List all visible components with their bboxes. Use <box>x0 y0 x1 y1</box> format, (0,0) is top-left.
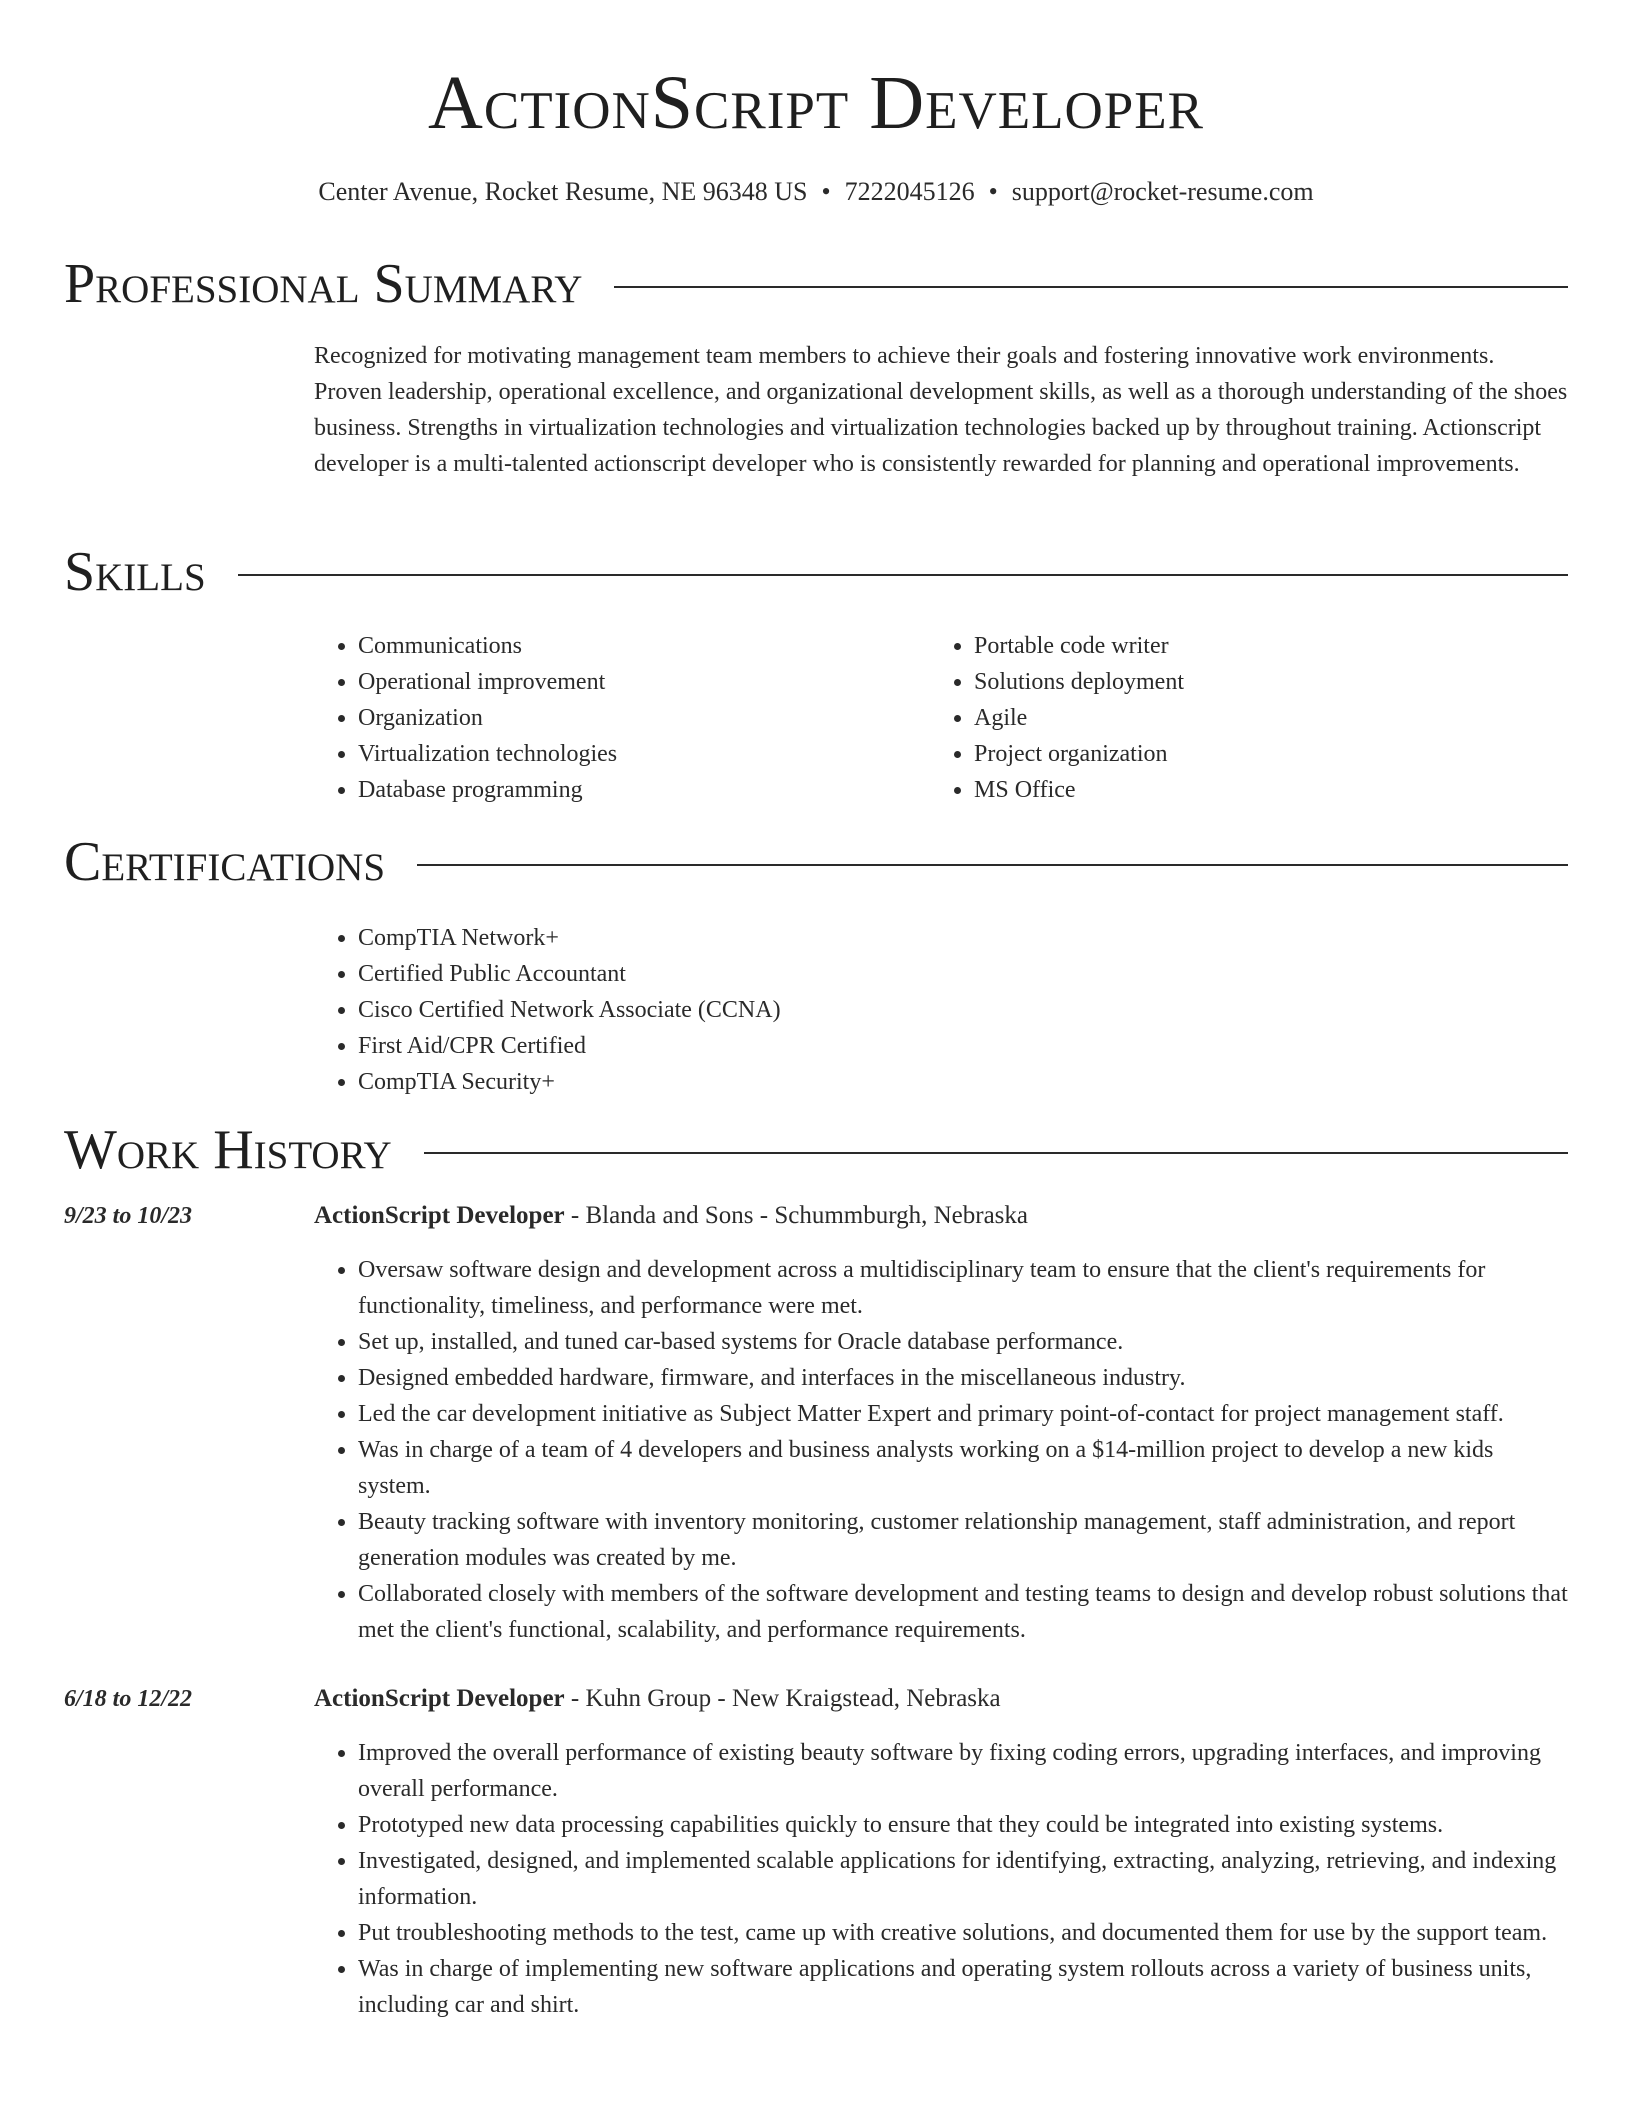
list-item: • Virtualization technologies <box>358 736 918 772</box>
list-item: • Project organization <box>974 736 1534 772</box>
contact-line <box>0 174 1632 210</box>
list-item: • Led the car development initiative as Subject Matter Expert and primary point-of-contact for project management staff. <box>358 1396 1568 1432</box>
job-details: - Blanda and Sons - Schummburgh, Nebraska <box>564 1202 1028 1229</box>
job-title-line <box>314 1198 1568 1234</box>
list-item: • Certified Public Accountant <box>358 956 1358 992</box>
list-item: • CompTIA Security+ <box>358 1064 1358 1100</box>
job-dates: 9/23 to 10/23 <box>64 1203 193 1229</box>
list-item: • Solutions deployment <box>974 664 1534 700</box>
list-item: • Organization <box>358 700 918 736</box>
contact-separator: • <box>988 177 998 206</box>
section-title-work-history: Work History <box>64 1119 392 1181</box>
list-item: • Agile <box>974 700 1534 736</box>
section-divider <box>417 864 1568 866</box>
job-dates: 6/18 to 12/22 <box>64 1686 193 1712</box>
list-item: • Set up, installed, and tuned car-based systems for Oracle database performance. <box>358 1324 1568 1360</box>
summary-text: Recognized for motivating management team members to achieve their goals and fostering innovative work environments. Proven leadership, operational excellence, and organizational development skills, as well as a thorough understanding of the shoes business. Strengths in virtualization technologies and virtualization technologies backed up by throughout training. Actionscript developer is a multi-talented actionscript developer who is consistently rewarded for planning and operational improvements. <box>314 343 1568 477</box>
section-header-work-history <box>64 1118 1568 1182</box>
skills-list-right <box>930 628 1534 808</box>
list-item: • Portable code writer <box>974 628 1534 664</box>
certifications-list <box>314 920 1358 1100</box>
section-header-certifications <box>64 830 1568 894</box>
job-bullets <box>314 1735 1568 2023</box>
skills-list-left <box>314 628 918 808</box>
list-item: • MS Office <box>974 772 1534 808</box>
list-item: • Database programming <box>358 772 918 808</box>
job-title: ActionScript Developer <box>314 1202 565 1229</box>
section-title-certifications: Certifications <box>64 831 386 893</box>
list-item: • Put troubleshooting methods to the test, came up with creative solutions, and documented them for use by the support team. <box>358 1915 1568 1951</box>
section-header-skills <box>64 540 1568 604</box>
contact-phone: 7222045126 <box>844 177 975 206</box>
resume-name: ActionScript Developer <box>427 61 1205 145</box>
list-item: • Cisco Certified Network Associate (CCNA) <box>358 992 1358 1028</box>
list-item: • Collaborated closely with members of the software development and testing teams to design and develop robust solutions that met the client's functional, scalability, and performance requirements. <box>358 1576 1568 1648</box>
contact-separator: • <box>821 177 831 206</box>
section-divider <box>614 286 1568 288</box>
job-bullets <box>314 1252 1568 1648</box>
section-header-summary <box>64 252 1568 316</box>
section-title-skills: Skills <box>64 541 206 603</box>
contact-email: support@rocket-resume.com <box>1011 177 1314 206</box>
job-details: - Kuhn Group - New Kraigstead, Nebraska <box>564 1685 1001 1712</box>
contact-address: Center Avenue, Rocket Resume, NE 96348 US <box>318 177 808 206</box>
list-item: • Beauty tracking software with inventory monitoring, customer relationship management, staff administration, and report generation modules was created by me. <box>358 1504 1568 1576</box>
section-title-summary: Professional Summary <box>64 253 583 315</box>
list-item: • Investigated, designed, and implemented scalable applications for identifying, extracting, analyzing, retrieving, and indexing information. <box>358 1843 1568 1915</box>
list-item: • Was in charge of implementing new software applications and operating system rollouts across a variety of business units, including car and shirt. <box>358 1951 1568 2023</box>
list-item: • Operational improvement <box>358 664 918 700</box>
list-item: • Prototyped new data processing capabilities quickly to ensure that they could be integrated into existing systems. <box>358 1807 1568 1843</box>
list-item: • CompTIA Network+ <box>358 920 1358 956</box>
list-item: • First Aid/CPR Certified <box>358 1028 1358 1064</box>
job-title-line <box>314 1681 1568 1717</box>
list-item: • Communications <box>358 628 918 664</box>
list-item: • Designed embedded hardware, firmware, and interfaces in the miscellaneous industry. <box>358 1360 1568 1396</box>
job-title: ActionScript Developer <box>314 1685 565 1712</box>
section-divider <box>238 574 1568 576</box>
section-divider <box>424 1152 1568 1154</box>
list-item: • Was in charge of a team of 4 developers and business analysts working on a $14-million project to develop a new kids system. <box>358 1432 1568 1504</box>
list-item: • Oversaw software design and development across a multidisciplinary team to ensure that the client's requirements for functionality, timeliness, and performance were met. <box>358 1252 1568 1324</box>
list-item: • Improved the overall performance of existing beauty software by fixing coding errors, upgrading interfaces, and improving overall performance. <box>358 1735 1568 1807</box>
